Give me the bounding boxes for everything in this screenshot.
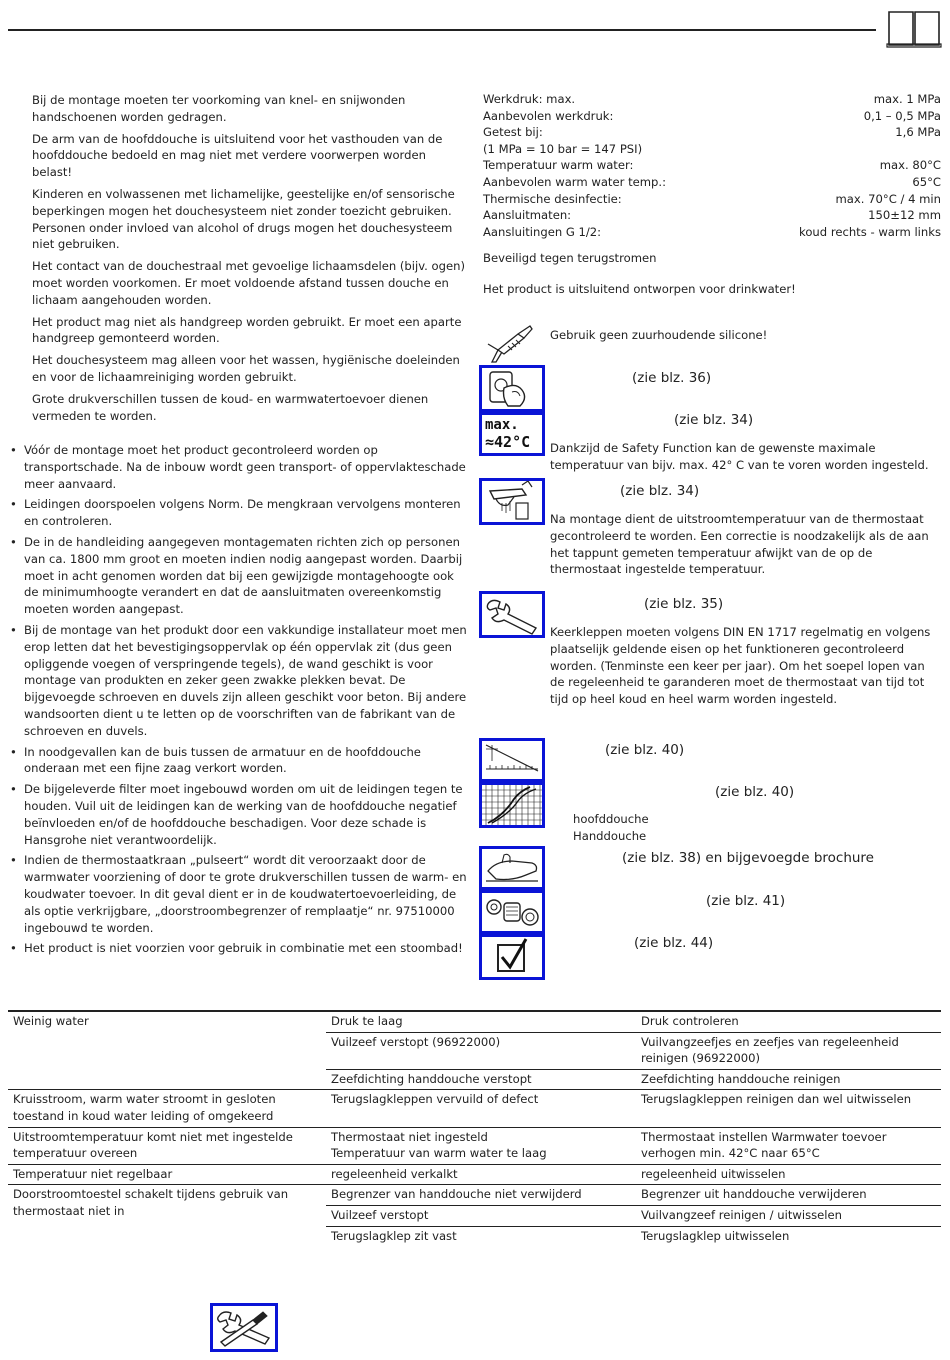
remedy-cell: Zeefdichting handdouche reinigen <box>636 1069 941 1090</box>
remedy-cell: Begrenzer uit handdouche verwijderen <box>636 1185 941 1206</box>
problem-cell: Doorstroomtoestel schakelt tijdens gebruik van thermostaat niet in <box>8 1185 326 1246</box>
safety-note: Kinderen en volwassenen met lichamelijke, geestelijke en/of sensorische beperkingen mogen het douchesysteem niet zonder toezicht gebruiken. Personen onder invloed van alcohol of drugs mogen het douchesysteem niet gebruiken. <box>32 186 455 252</box>
wrench-icon <box>479 591 545 638</box>
installation-note: • De bijgeleverde filter moet ingebouwd worden om uit de leidingen tegen te houden. Vuil uit de leidingen kan de werking van de hoofddouche negatief beïnvloeden en/of de hoofddouche beschadigen. Voor deze schade is Hansgrohe niet verantwoordelijk. <box>10 781 470 848</box>
safety-function-ref: (zie blz. 34) <box>674 412 754 428</box>
problem-cell: Uitstroomtemperatuur komt niet met ingestelde temperatuur overeen <box>8 1127 326 1164</box>
spec-row: Aanbevolen werkdruk: 0,1 – 0,5 MPa <box>483 108 941 123</box>
safety-note: Grote drukverschillen tussen de koud- en warmwatertoevoer dienen vermeden te worden. <box>32 391 429 423</box>
cause-cell: Terugslagklep zit vast <box>326 1226 636 1246</box>
flow-ref: (zie blz. 40) <box>715 784 795 800</box>
safety-note: Bij de montage moeten ter voorkoming van knel- en snijwonden handschoenen worden gedragen. <box>32 93 406 124</box>
remedy-cell: regeleenheid uitwisselen <box>636 1164 941 1185</box>
safety-note: De arm van de hoofddouche is uitsluitend voor het vasthouden van de hoofddouche bedoeld en mag niet met verdere voorwerpen worden belast! <box>32 131 443 180</box>
safety-function-text: Dankzijd de Safety Function kan de gewenste maximale temperatuur van bijv. max. 42° C van te voren worden ingesteld. <box>550 441 929 472</box>
keur-ref: (zie blz. 44) <box>634 935 714 951</box>
remedy-cell: Thermostaat instellen Warmwater toevoer verhogen min. 42°C naar 65°C <box>636 1127 941 1164</box>
flow-legend-handdouche: Handdouche <box>573 829 647 843</box>
spare-parts-icon <box>479 890 545 934</box>
table-row <box>8 1090 941 1127</box>
header-rule <box>8 29 876 31</box>
dimensions-icon <box>479 738 545 782</box>
silicone-gun-icon <box>484 324 536 364</box>
cause-cell: regeleenheid verkalkt <box>326 1164 636 1185</box>
problem-cell: Weinig water <box>8 1011 326 1090</box>
cleaning-icon <box>479 846 545 890</box>
problem-cell: Temperatuur niet regelbaar <box>8 1164 326 1185</box>
installation-note: • Leidingen doorspoelen volgens Norm. De mengkraan vervolgens monteren en controleren. <box>10 496 470 530</box>
checkbox-icon <box>479 934 545 980</box>
installation-note: • Indien de thermostaatkraan „pulseert“ wordt dit veroorzaakt door de warmwater voorziening of door te grote drukverschillen tussen de warm- en koudwater toevoer. In dit geval dient er in de koudwatertoevoerleiding, de als optie verkrijgbare, „doorstroombegrenzer of remplaatje“ nr. 97510000 ingebouwd te worden. <box>10 852 470 936</box>
spec-row: Aanbevolen warm water temp.: 65°C <box>483 174 941 189</box>
remedy-cell: Druk controleren <box>636 1011 941 1032</box>
installation-note: • De in de handleiding aangegeven montagematen richten zich op personen van ca. 1800 mm groot en moeten indien nodig aangepast worden. Daarbij moet in acht genomen worden dat bij een gewijzigde montagehoogte ook de minimumhoogte verandert en dat de aansluitmaten overeenkomstig moeten worden aangepast. <box>10 534 470 618</box>
spec-row: Aansluitmaten: 150±12 mm <box>483 208 941 223</box>
table-row <box>8 1185 941 1206</box>
cause-cell: Vuilzeef verstopt <box>326 1205 636 1226</box>
silicone-note: Gebruik geen zuurhoudende silicone! <box>550 328 768 342</box>
safety-note: Het contact van de douchestraal met gevoelige lichaamsdelen (bijv. ogen) moet worden voorkomen. Er moet voldoende afstand tussen douche en lichaam aangehouden worden. <box>32 259 466 307</box>
cause-cell: Begrenzer van handdouche niet verwijderd <box>326 1185 636 1206</box>
table-row <box>8 1127 941 1164</box>
remedy-cell: Terugslagkleppen reinigen dan wel uitwisselen <box>636 1090 941 1127</box>
installation-note: • Vóór de montage moet het product gecontroleerd worden op transportschade. Na de inbouw wordt geen transport- of oppervlakteschade meer aanvaard. <box>10 442 470 492</box>
spec-row: Temperatuur warm water: max. 80°C <box>483 158 941 173</box>
remedy-cell: Terugslagklep uitwisselen <box>636 1226 941 1246</box>
spec-row: Getest bij: 1,6 MPa <box>483 125 941 140</box>
problem-cell: Kruisstroom, warm water stroomt in gesloten toestand in koud water leiding of omgekeerd <box>8 1090 326 1127</box>
afmetingen-ref: (zie blz. 40) <box>605 742 685 758</box>
spec-row: Aansluitingen G 1/2: koud rechts - warm links <box>483 224 941 239</box>
reiniging-ref: (zie blz. 38) en bijgevoegde brochure <box>622 850 874 866</box>
safety-note: Het douchesysteem mag alleen voor het wassen, hygiënische doeleinden en voor de lichaamreiniging worden gebruikt. <box>32 353 460 384</box>
installation-note: • In noodgevallen kan de buis tussen de armatuur en de hoofddouche onderaan met een fijne zaag verkort worden. <box>10 744 470 778</box>
spec-row: (1 MPa = 10 bar = 147 PSI) <box>483 141 643 156</box>
spec-row: Thermische desinfectie: max. 70°C / 4 min <box>483 191 941 206</box>
safety-note: Het product mag niet als handgreep worden gebruikt. Er moet een aparte handgreep gemonteerd worden. <box>32 314 462 346</box>
onderhoud-ref: (zie blz. 35) <box>644 596 724 612</box>
montage-ref: (zie blz. 36) <box>632 370 712 386</box>
justeren-text: Na montage dient de uitstroomtemperatuur van de thermostaat gecontroleerd te worden. Een correctie is noodzakelijk als de aan het tappunt gemeten temperatuur afwijkt van de op de thermostaat ingestelde temperatuur. <box>550 512 929 577</box>
cause-cell: Druk te laag <box>326 1011 636 1032</box>
tools-icon <box>210 1303 278 1352</box>
justeren-ref: (zie blz. 34) <box>620 483 700 499</box>
onderdelen-ref: (zie blz. 41) <box>706 893 786 909</box>
remedy-cell: Vuilvangzeefjes en zeefjes van regeleenheid reinigen (96922000) <box>636 1032 941 1069</box>
flow-diagram-icon <box>479 782 545 828</box>
installation-note: • Het product is niet voorzien voor gebruik in combinatie met een stoombad! <box>10 940 470 957</box>
table-row <box>8 1011 941 1032</box>
troubleshooting-table <box>8 1010 941 1246</box>
spec-row: Werkdruk: max. max. 1 MPa <box>483 92 941 106</box>
flow-legend-hoofddouche: hoofddouche <box>573 812 649 826</box>
cause-cell: Thermostaat niet ingesteld Temperatuur van warm water te laag <box>326 1127 636 1164</box>
thermostat-adjust-icon <box>479 478 545 525</box>
installation-notes <box>10 442 470 961</box>
cause-cell: Zeefdichting handdouche verstopt <box>326 1069 636 1090</box>
cause-cell: Vuilzeef verstopt (96922000) <box>326 1032 636 1069</box>
book-icon <box>886 8 942 48</box>
backflow-note: Beveiligd tegen terugstromen <box>483 251 657 265</box>
technical-data <box>483 91 941 240</box>
onderhoud-text: Keerkleppen moeten volgens DIN EN 1717 regelmatig en volgens plaatselijk geldende eisen op het funktioneren gecontroleerd worden. (Tenminste een keer per jaar). Om het soepel lopen van de regeleenheid te garanderen moet de thermostaat van tijd tot tijd op heel koud en heel warm worden ingesteld. <box>550 625 931 707</box>
safety-notes <box>32 92 468 429</box>
max-temperature-icon: max. ≈42°C <box>479 412 545 456</box>
cause-cell: Terugslagkleppen vervuild of defect <box>326 1090 636 1127</box>
remedy-cell: Vuilvangzeef reinigen / uitwisselen <box>636 1205 941 1226</box>
installation-note: • Bij de montage van het produkt door een vakkundige installateur moet men erop letten dat het bevestigingsoppervlak op één oppervlak zit (dus geen opliggende voegen of verspringende tegels), de wand geschikt is voor montage van produkten en zeker geen zwakke plekken bevat. De bijgevoegde schroeven en duvels zijn alleen geschikt voor beton. Bij andere wandsoorten dient u te letten op de voorschriften van de fabrikant van de schroeven en duvels. <box>10 622 470 740</box>
montage-icon <box>479 365 545 412</box>
drinkwater-note: Het product is uitsluitend ontworpen voor drinkwater! <box>483 282 796 296</box>
table-row <box>8 1164 941 1185</box>
